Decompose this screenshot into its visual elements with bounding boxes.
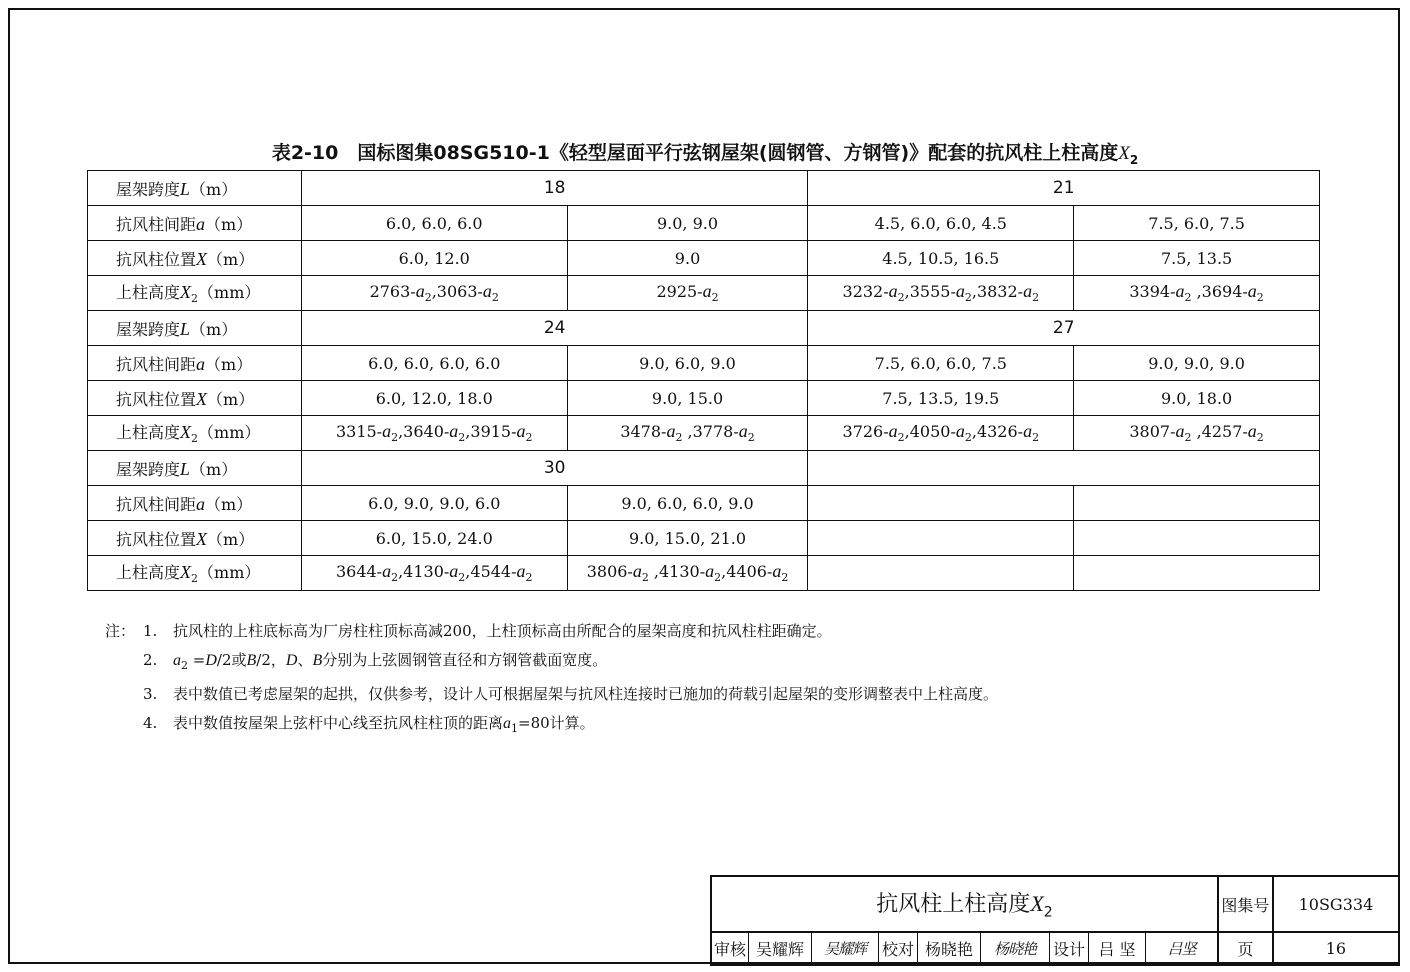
spacing-value: 6.0, 9.0, 9.0, 6.0 bbox=[301, 486, 567, 521]
span-label: 屋架跨度L（m） bbox=[88, 171, 302, 206]
position-value: 6.0, 15.0, 24.0 bbox=[301, 521, 567, 556]
position-value: 9.0, 18.0 bbox=[1074, 381, 1320, 416]
position-label: 抗风柱位置X（m） bbox=[88, 381, 302, 416]
spacing-value: 9.0, 6.0, 9.0 bbox=[567, 346, 808, 381]
page-label: 页 bbox=[1218, 932, 1273, 965]
designer-label: 设计 bbox=[1050, 933, 1089, 964]
height-label: 上柱高度$X_2(mm)$ bbox=[88, 416, 302, 451]
height-value bbox=[1074, 556, 1320, 591]
spacing-value: 9.0, 9.0 bbox=[567, 206, 808, 241]
position-label: 抗风柱位置X（m） bbox=[88, 521, 302, 556]
spacing-value: 6.0, 6.0, 6.0, 6.0 bbox=[301, 346, 567, 381]
table-row bbox=[88, 451, 1320, 486]
height-value: $2925-a_2$ bbox=[567, 276, 808, 311]
spacing-value: 7.5, 6.0, 7.5 bbox=[1074, 206, 1320, 241]
table-row bbox=[88, 171, 1320, 206]
position-value: 9.0, 15.0, 21.0 bbox=[567, 521, 808, 556]
page-number: 16 bbox=[1273, 932, 1399, 965]
position-value bbox=[808, 521, 1074, 556]
checker-signature: 杨晓艳 bbox=[981, 933, 1050, 964]
designer-name: 吕 坚 bbox=[1089, 933, 1146, 964]
span-value: 21 bbox=[808, 171, 1320, 206]
reviewer-signature: 吴耀辉 bbox=[812, 933, 879, 964]
height-value: $3806-a_2$ $,4130-a_2,4406-a_2$ bbox=[567, 556, 808, 591]
position-value: 4.5, 10.5, 16.5 bbox=[808, 241, 1074, 276]
height-value: $3807-a_2$ $,4257-a_2$ bbox=[1074, 416, 1320, 451]
height-value: $3232-a_2,3555-a_2,3832-a_2$ bbox=[808, 276, 1074, 311]
table-row bbox=[88, 241, 1320, 276]
span-label: 屋架跨度L（m） bbox=[88, 311, 302, 346]
spacing-label: 抗风柱间距a（m） bbox=[88, 206, 302, 241]
spacing-value: 6.0, 6.0, 6.0 bbox=[301, 206, 567, 241]
title-block bbox=[710, 875, 1400, 966]
position-label: 抗风柱位置X（m） bbox=[88, 241, 302, 276]
table-row bbox=[88, 416, 1320, 451]
notes bbox=[105, 617, 998, 743]
span-value: 18 bbox=[301, 171, 808, 206]
checker-label: 校对 bbox=[879, 933, 918, 964]
table-row bbox=[88, 556, 1320, 591]
table-row bbox=[88, 381, 1320, 416]
checker-name: 杨晓艳 bbox=[918, 933, 981, 964]
designer-signature: 吕坚 bbox=[1167, 940, 1196, 958]
span-value bbox=[808, 451, 1320, 486]
position-value: 7.5, 13.5 bbox=[1074, 241, 1320, 276]
atlas-number: 10SG334 bbox=[1273, 876, 1399, 932]
reviewer-name: 吴耀辉 bbox=[749, 933, 812, 964]
height-value: $3644-a_2,4130-a_2,4544-a_2$ bbox=[301, 556, 567, 591]
spacing-value bbox=[1074, 486, 1320, 521]
position-value bbox=[1074, 521, 1320, 556]
table-row bbox=[88, 206, 1320, 241]
span-label: 屋架跨度L（m） bbox=[88, 451, 302, 486]
spacing-label: 抗风柱间距a（m） bbox=[88, 486, 302, 521]
drawing-title: 抗风柱上柱高度$X_2$ bbox=[711, 876, 1218, 932]
table-row bbox=[88, 311, 1320, 346]
height-value: $2763-a_2,3063-a_2$ bbox=[301, 276, 567, 311]
spacing-value: 4.5, 6.0, 6.0, 4.5 bbox=[808, 206, 1074, 241]
table-row bbox=[88, 346, 1320, 381]
height-value: $3726-a_2,4050-a_2,4326-a_2$ bbox=[808, 416, 1074, 451]
height-label: 上柱高度$X_2(mm)$ bbox=[88, 276, 302, 311]
span-value: 30 bbox=[301, 451, 808, 486]
table-row bbox=[88, 276, 1320, 311]
height-label: 上柱高度$X_2(mm)$ bbox=[88, 556, 302, 591]
signature-row bbox=[711, 932, 1218, 965]
spacing-value: 9.0, 9.0, 9.0 bbox=[1074, 346, 1320, 381]
table-row bbox=[88, 521, 1320, 556]
spacing-value: 9.0, 6.0, 6.0, 9.0 bbox=[567, 486, 808, 521]
note-4: 4. 表中数值按屋架上弦杆中心线至抗风柱柱顶的距离$a_1=80$计算。 bbox=[143, 714, 595, 735]
note-3: 3. 表中数值已考虑屋架的起拱，仅供参考，设计人可根据屋架与抗风柱连接时已施加的荷载引起屋架的变形调整表中上柱高度。 bbox=[143, 685, 999, 703]
atlas-label: 图集号 bbox=[1218, 876, 1273, 932]
reviewer-label: 审核 bbox=[712, 933, 749, 964]
table-title: 表2-10 国标图集08SG510-1《轻型屋面平行弦钢屋架(圆钢管、方钢管)》配套的抗风柱上柱高度$X_2$ bbox=[271, 142, 1139, 167]
column-height-table bbox=[87, 170, 1320, 591]
spacing-value bbox=[808, 486, 1074, 521]
note-2: 2. $a_2 =D/2$或B/2，D、B分别为上弦圆钢管直径和方钢管截面宽度。 bbox=[143, 651, 608, 672]
position-value: 7.5, 13.5, 19.5 bbox=[808, 381, 1074, 416]
spacing-value: 7.5, 6.0, 6.0, 7.5 bbox=[808, 346, 1074, 381]
height-value: $3478-a_2$ $,3778-a_2$ bbox=[567, 416, 808, 451]
span-value: 24 bbox=[301, 311, 808, 346]
position-value: 9.0, 15.0 bbox=[567, 381, 808, 416]
position-value: 6.0, 12.0 bbox=[301, 241, 567, 276]
note-1: 注： 1. 抗风柱的上柱底标高为厂房柱柱顶标高减200，上柱顶标高由所配合的屋架高度和抗风柱柱距确定。 bbox=[105, 622, 832, 640]
position-value: 9.0 bbox=[567, 241, 808, 276]
table-row bbox=[88, 486, 1320, 521]
height-value: $3394-a_2$ $,3694-a_2$ bbox=[1074, 276, 1320, 311]
spacing-label: 抗风柱间距a（m） bbox=[88, 346, 302, 381]
height-value bbox=[808, 556, 1074, 591]
position-value: 6.0, 12.0, 18.0 bbox=[301, 381, 567, 416]
span-value: 27 bbox=[808, 311, 1320, 346]
height-value: $3315-a_2,3640-a_2,3915-a_2$ bbox=[301, 416, 567, 451]
